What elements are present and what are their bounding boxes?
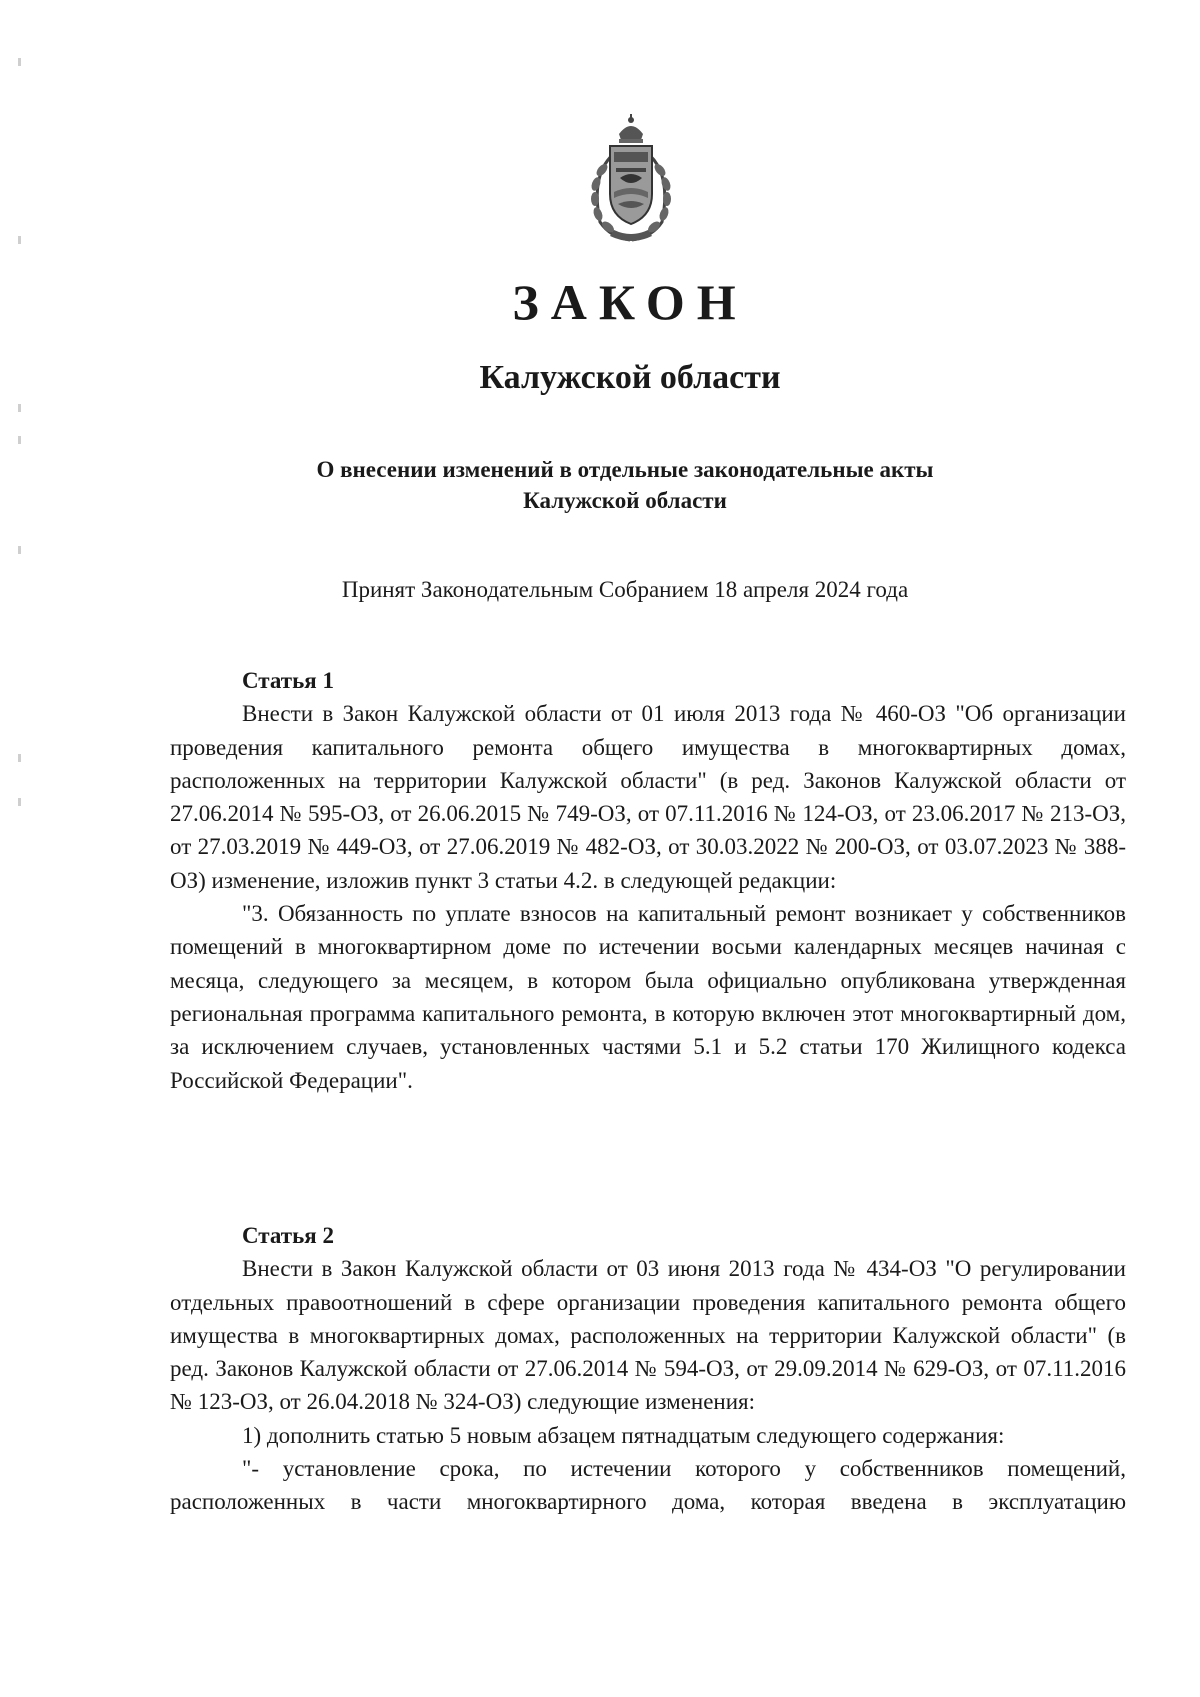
- margin-mark: [18, 404, 21, 412]
- article-paragraph: "- установление срока, по истечении которого у собственников помещений, расположенных в части многоквартирного дома, которая введена в эксплуатацию: [170, 1456, 1126, 1515]
- coat-of-arms-emblem: [570, 112, 692, 244]
- margin-mark: [18, 754, 21, 762]
- article-title: Статья 2: [242, 1223, 334, 1248]
- law-heading: [0, 454, 1200, 516]
- margin-mark: [18, 58, 21, 66]
- document-subtitle: Калужской области: [479, 359, 781, 396]
- margin-mark: [18, 236, 21, 244]
- article-title: Статья 1: [242, 668, 334, 693]
- article-paragraph: 1) дополнить статью 5 новым абзацем пятнадцатым следующего содержания:: [242, 1422, 1005, 1448]
- margin-mark: [18, 546, 21, 554]
- margin-mark: [18, 436, 21, 444]
- law-heading-line: О внесении изменений в отдельные законодательные акты: [316, 457, 934, 482]
- scan-margin-marks: [18, 0, 28, 1697]
- margin-mark: [18, 798, 21, 806]
- article-paragraph: "3. Обязанность по уплате взносов на капитальный ремонт возникает у собственников помещений в многоквартирном доме по истечении восьми календарных месяцев начиная с месяца, следующего за месяцем, в котором была официально опубликована утвержденная региональная программа капитального ремонта, в которую включен этот многоквартирный дом, за исключением случаев, установленных частями 5.1 и 5.2 статьи 170 Жилищного кодекса Российской Федерации".: [170, 901, 1126, 1093]
- article-paragraph: Внести в Закон Калужской области от 03 июня 2013 года № 434-ОЗ "О регулировании отдельных правоотношений в сфере организации проведения капитального ремонта общего имущества в многоквартирных домах, расположенных на территории Калужской области" (в ред. Законов Калужской области от 27.06.2014 № 594-ОЗ, от 29.09.2014 № 629-ОЗ, от 07.11.2016 № 123-ОЗ, от 26.04.2018 № 324-ОЗ) следующие изменения:: [170, 1256, 1126, 1415]
- article-1: [170, 664, 1126, 1097]
- law-heading-line: Калужской области: [523, 488, 727, 513]
- article-paragraph: Внести в Закон Калужской области от 01 июля 2013 года № 460-ОЗ "Об организации проведения капитального ремонта общего имущества в многоквартирных домах, расположенных на территории Калужской области" (в ред. Законов Калужской области от 27.06.2014 № 595-ОЗ, от 26.06.2015 № 749-ОЗ, от 07.11.2016 № 124-ОЗ, от 23.06.2017 № 213-ОЗ, от 27.03.2019 № 449-ОЗ, от 27.06.2019 № 482-ОЗ, от 30.03.2022 № 200-ОЗ, от 03.07.2023 № 388-ОЗ) изменение, изложив пункт 3 статьи 4.2. в следующей редакции:: [170, 701, 1126, 893]
- document-title: ЗАКОН: [512, 274, 748, 330]
- article-2: [170, 1219, 1126, 1519]
- adoption-date-line: Принят Законодательным Собранием 18 апреля 2024 года: [341, 577, 909, 602]
